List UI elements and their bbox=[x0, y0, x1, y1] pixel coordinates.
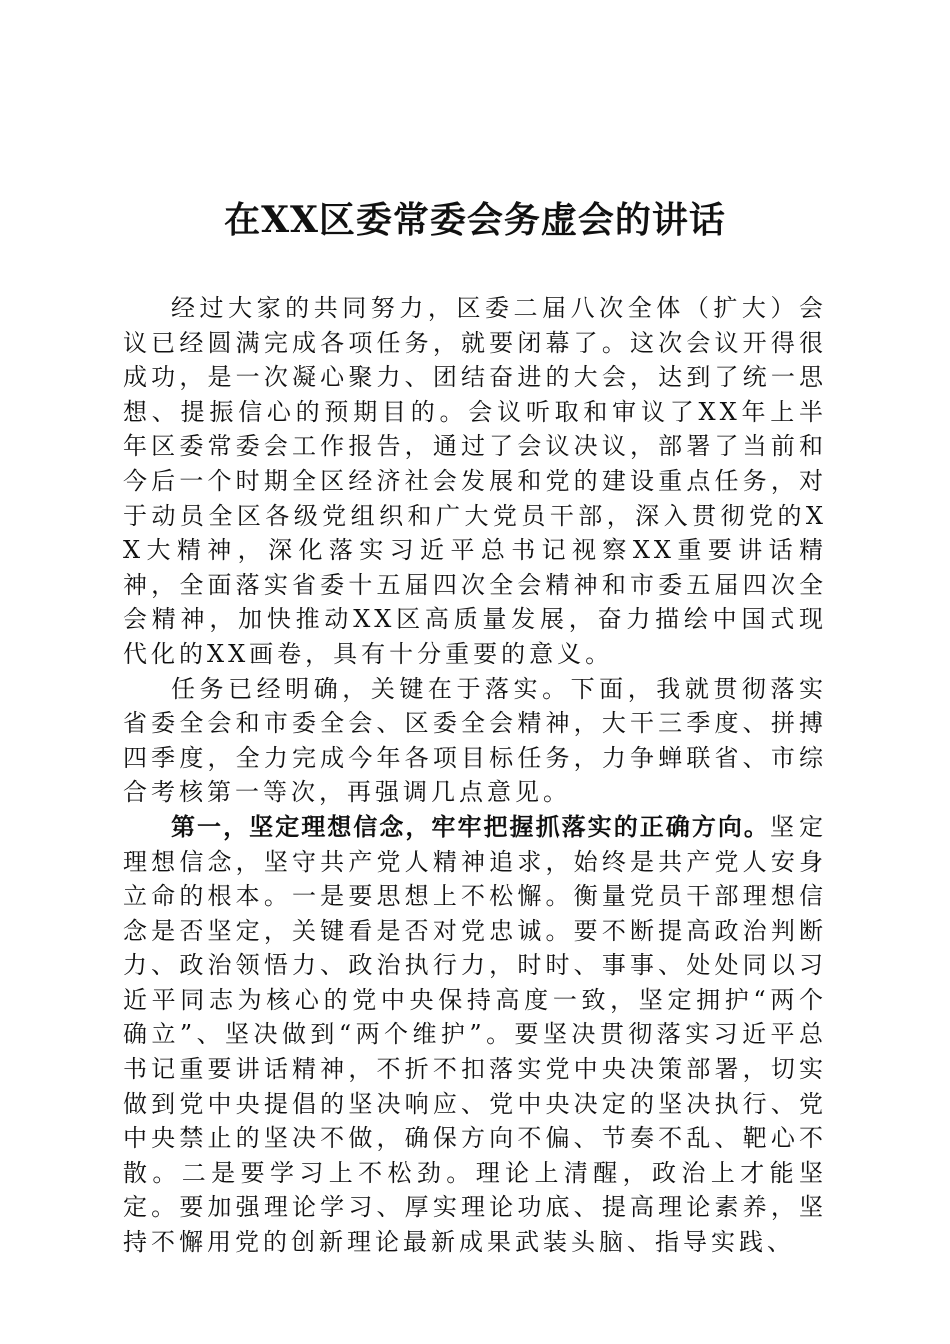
document-body bbox=[123, 291, 827, 1260]
paragraph-2-text: 任务已经明确，关键在于落实。下面，我就贯彻落实省委全会和市委全会、区委全会精神，大干三季度、拼搏四季度，全力完成今年各项目标任务，力争蝉联省、市综合考核第一等次，再强调几点意见。 bbox=[123, 674, 827, 807]
paragraph-2 bbox=[123, 672, 827, 810]
paragraph-1-text: 经过大家的共同努力，区委二届八次全体（扩大）会议已经圆满完成各项任务，就要闭幕了。这次会议开得很成功，是一次凝心聚力、团结奋进的大会，达到了统一思想、提振信心的预期目的。会议听取和审议了XX年上半年区委常委会工作报告，通过了会议决议，部署了当前和今后一个时期全区经济社会发展和党的建设重点任务，对于动员全区各级党组织和广大党员干部，深入贯彻党的XX大精神，深化落实习近平总书记视察XX重要讲话精神，全面落实省委十五届四次全会精神和市委五届四次全会精神，加快推动XX区高质量发展，奋力描绘中国式现代化的XX画卷，具有十分重要的意义。 bbox=[123, 294, 827, 668]
paragraph-1 bbox=[123, 291, 827, 672]
paragraph-3-lead: 第一，坚定理想信念，牢牢把握抓落实的正确方向。 bbox=[171, 812, 770, 841]
paragraph-3 bbox=[123, 810, 827, 1260]
paragraph-3-text: 坚定理想信念，坚守共产党人精神追求，始终是共产党人安身立命的根本。一是要思想上不松懈。衡量党员干部理想信念是否坚定，关键看是否对党忠诚。要不断提高政治判断力、政治领悟力、政治执行力，时时、事事、处处同以习近平同志为核心的党中央保持高度一致，坚定拥护“两个确立”、坚决做到“两个维护”。要坚决贯彻落实习近平总书记重要讲话精神，不折不扣落实党中央决策部署，切实做到党中央提倡的坚决响应、党中央决定的坚决执行、党中央禁止的坚决不做，确保方向不偏、节奏不乱、靶心不散。二是要学习上不松劲。理论上清醒，政治上才能坚定。要加强理论学习、厚实理论功底、提高理论素养，坚持不懈用党的创新理论最新成果武装头脑、指导实践、 bbox=[123, 812, 828, 1257]
document-title: 在XX区委常委会务虚会的讲话 bbox=[224, 199, 726, 241]
